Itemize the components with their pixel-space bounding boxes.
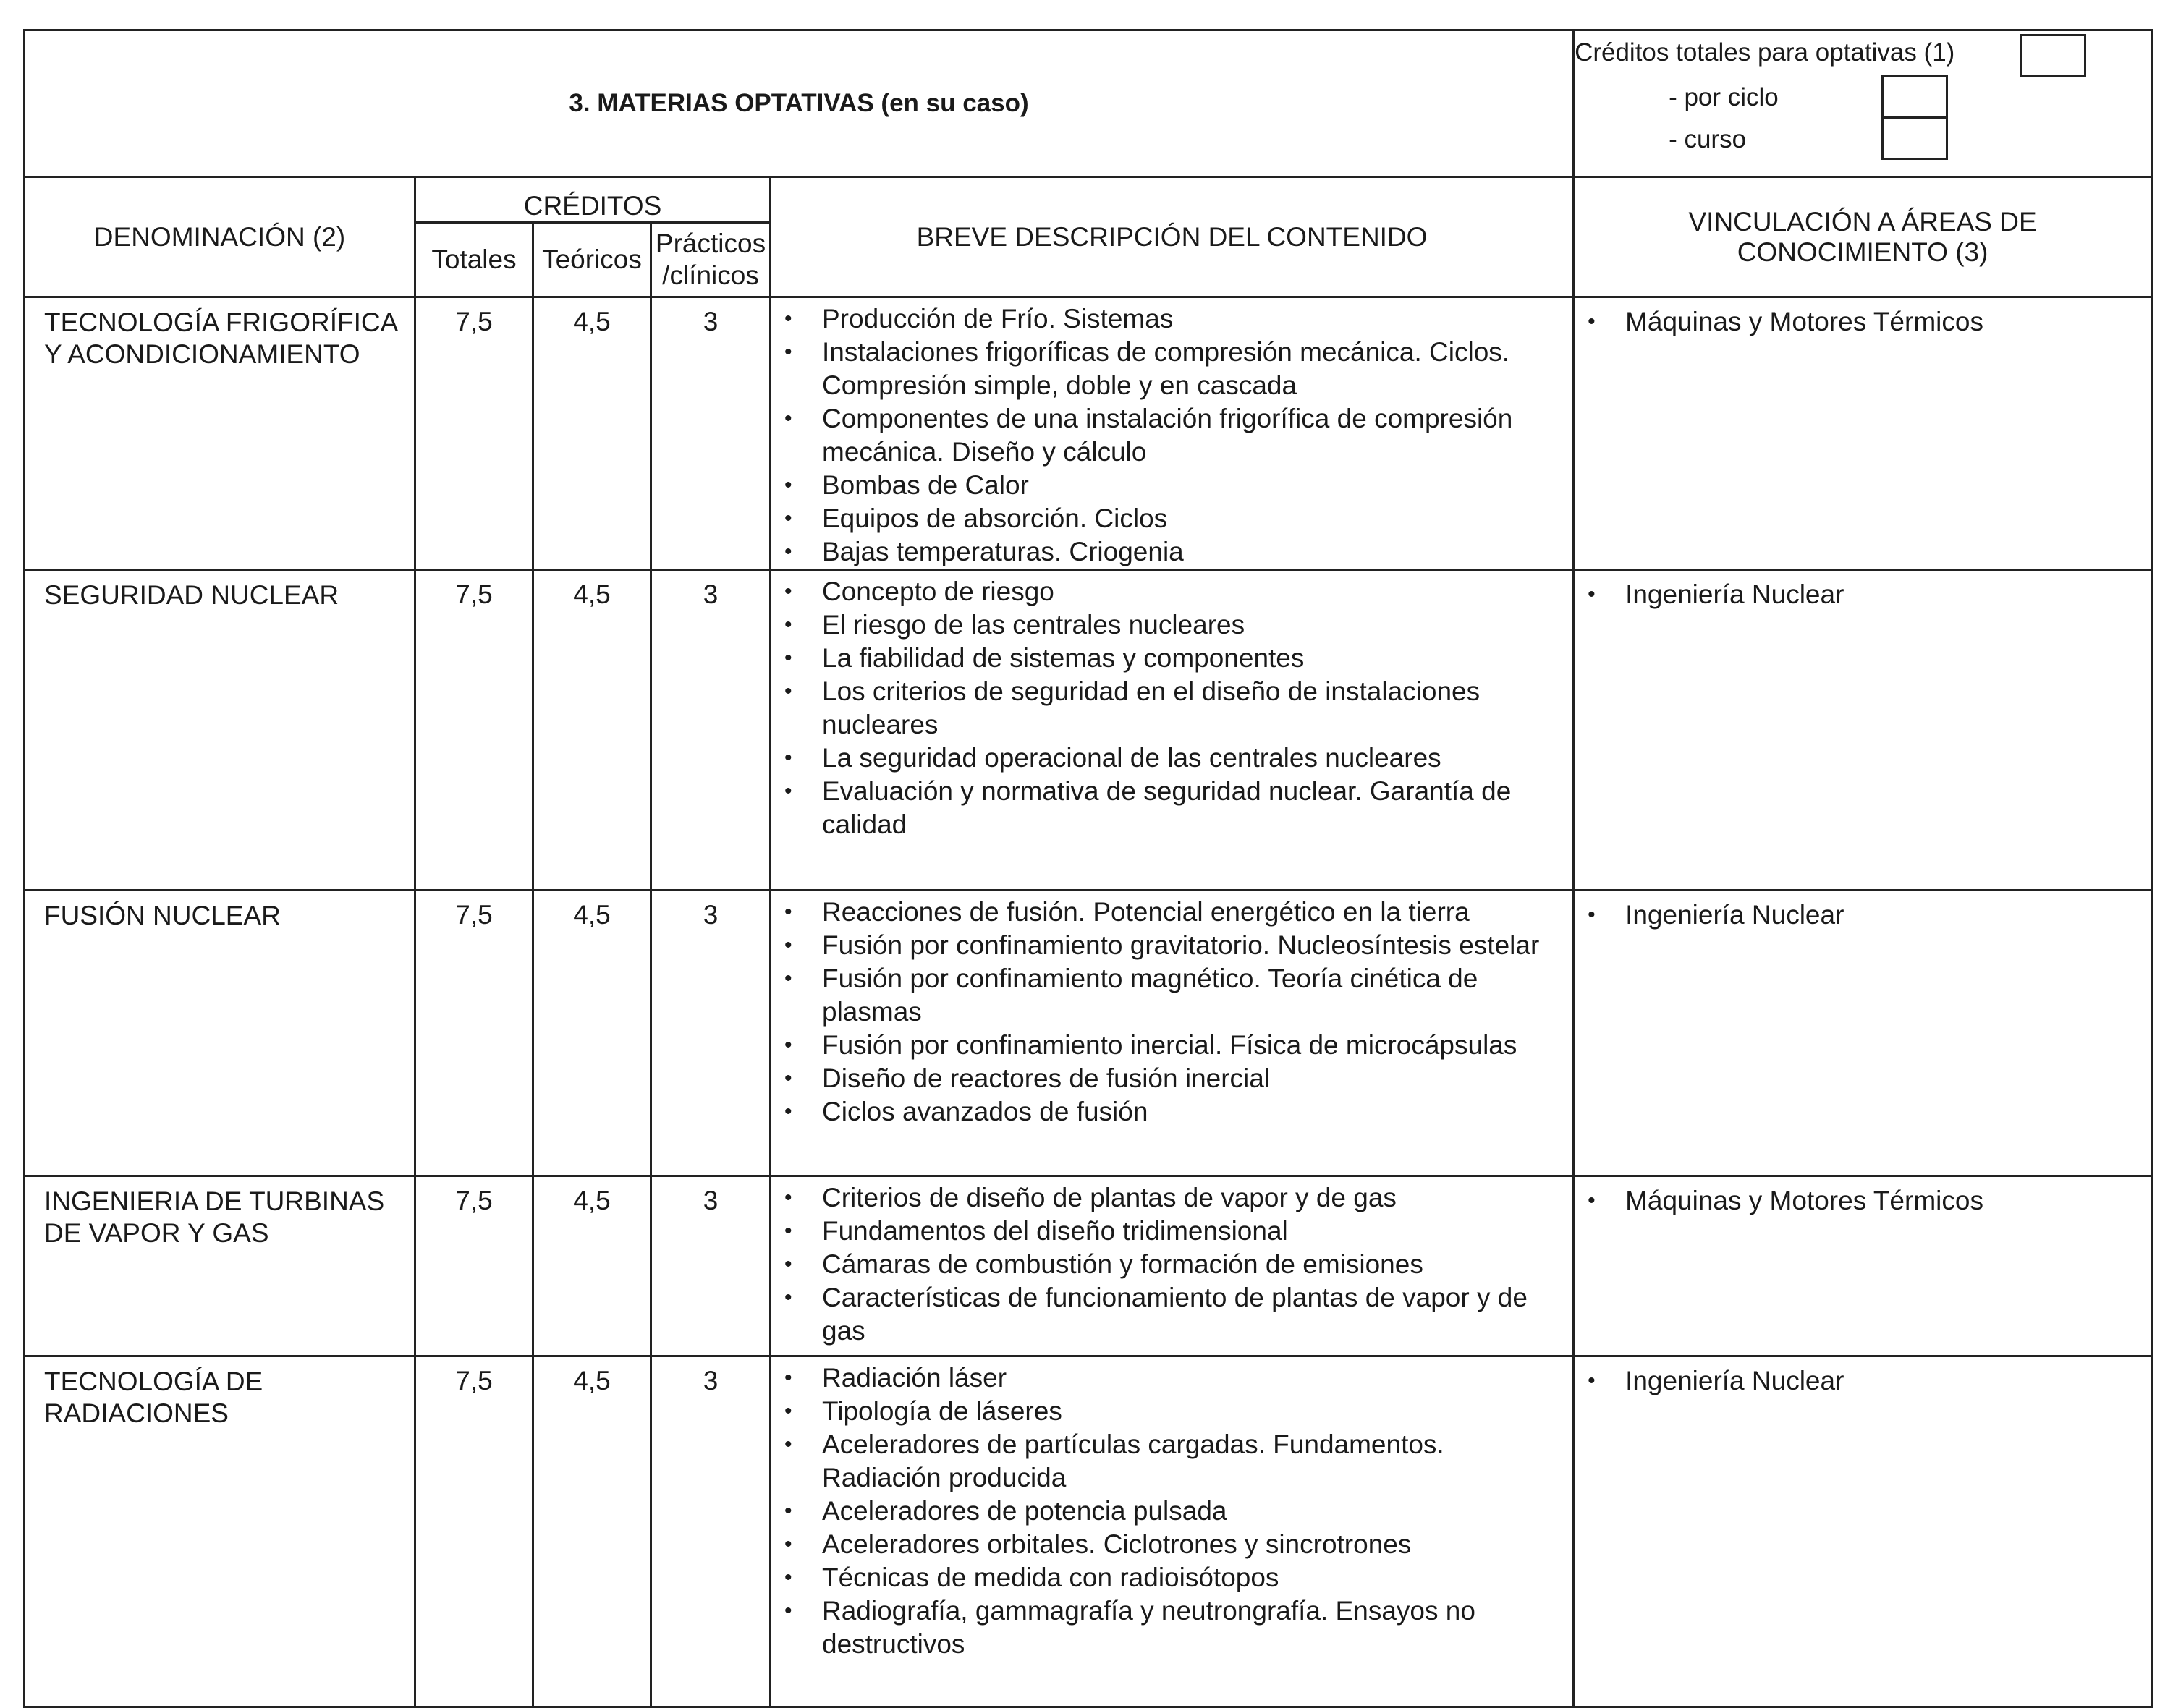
credits-theory: 4,5 [533,570,651,891]
table-row [25,297,2152,570]
list-item: • Fundamentos del diseño tridimensional [822,1215,1562,1248]
subject-name: TECNOLOGÍA FRIGORÍFICA Y ACONDICIONAMIENTO [25,297,415,570]
list-item: • La seguridad operacional de las centrales nucleares [822,742,1562,775]
credits-total: 7,5 [415,891,533,1176]
list-item: • Evaluación y normativa de seguridad nuclear. Garantía de calidad [822,775,1562,841]
content-description [771,297,1574,570]
list-item: • Fusión por confinamiento gravitatorio. Nucleosíntesis estelar [822,929,1562,962]
content-description [771,570,1574,891]
list-item: • Ingeniería Nuclear [1625,898,2143,932]
list-item: • Aceleradores de potencia pulsada [822,1495,1562,1528]
list-item: • Instalaciones frigoríficas de compresión mecánica. Ciclos. Compresión simple, doble y en cascada [822,336,1562,402]
credits-total: 7,5 [415,1176,533,1356]
totales-header: Totales [415,223,533,297]
list-item: • Componentes de una instalación frigorífica de compresión mecánica. Diseño y cálculo [822,402,1562,469]
credits-total: 7,5 [415,297,533,570]
list-item: • Producción de Frío. Sistemas [822,302,1562,336]
credits-theory: 4,5 [533,891,651,1176]
area-list [1575,898,2143,932]
subject-name: INGENIERIA DE TURBINAS DE VAPOR Y GAS [25,1176,415,1356]
total-credits-box[interactable] [2020,34,2086,77]
list-item: • La fiabilidad de sistemas y componentes [822,642,1562,675]
header-columns-row [25,177,2152,223]
content-list [771,1181,1562,1348]
creditos-header: CRÉDITOS [415,177,771,223]
area-list [1575,578,2143,611]
vinculacion-header: VINCULACIÓN A ÁREAS DE CONOCIMIENTO (3) [1574,177,2152,297]
content-list [771,1361,1562,1661]
list-item: • Ingeniería Nuclear [1625,578,2143,611]
list-item: • Fusión por confinamiento inercial. Física de microcápsulas [822,1029,1562,1062]
list-item: • Equipos de absorción. Ciclos [822,502,1562,535]
content-list [771,575,1562,841]
list-item: • Aceleradores orbitales. Ciclotrones y sincrotrones [822,1528,1562,1561]
knowledge-area [1574,570,2152,891]
list-item: • Los criterios de seguridad en el diseño de instalaciones nucleares [822,675,1562,742]
list-item: • Cámaras de combustión y formación de emisiones [822,1248,1562,1281]
list-item: • Aceleradores de partículas cargadas. Fundamentos. Radiación producida [822,1428,1562,1495]
total-credits-label: Créditos totales para optativas (1) [1575,38,1955,67]
subjects-table [23,29,2153,1708]
list-item: • Ingeniería Nuclear [1625,1364,2143,1398]
subject-name: FUSIÓN NUCLEAR [25,891,415,1176]
knowledge-area [1574,297,2152,570]
credits-practical: 3 [651,297,771,570]
subject-name: TECNOLOGÍA DE RADIACIONES [25,1356,415,1707]
subject-name: SEGURIDAD NUCLEAR [25,570,415,891]
list-item: • Características de funcionamiento de plantas de vapor y de gas [822,1281,1562,1348]
list-item: • Diseño de reactores de fusión inercial [822,1062,1562,1095]
list-item: • Tipología de láseres [822,1395,1562,1428]
practicos-header: Prácticos /clínicos [651,223,771,297]
list-item: • Radiografía, gammagrafía y neutrongrafía. Ensayos no destructivos [822,1594,1562,1661]
list-item: • Técnicas de medida con radioisótopos [822,1561,1562,1594]
list-item: • Reacciones de fusión. Potencial energético en la tierra [822,896,1562,929]
course-label: - curso [1669,125,1747,153]
per-cycle-box[interactable] [1881,75,1948,118]
header-top-row [25,30,2152,177]
credits-theory: 4,5 [533,297,651,570]
list-item: • Ciclos avanzados de fusión [822,1095,1562,1129]
total-credits-panel [1574,30,2152,177]
credits-practical: 3 [651,891,771,1176]
list-item: • Bajas temperaturas. Criogenia [822,535,1562,569]
list-item: • Concepto de riesgo [822,575,1562,608]
credits-total: 7,5 [415,570,533,891]
list-item: • Bombas de Calor [822,469,1562,502]
course-box[interactable] [1881,116,1948,160]
denominacion-header: DENOMINACIÓN (2) [25,177,415,297]
credits-theory: 4,5 [533,1176,651,1356]
list-item: • Máquinas y Motores Térmicos [1625,1184,2143,1218]
knowledge-area [1574,1356,2152,1707]
credits-theory: 4,5 [533,1356,651,1707]
area-list [1575,1184,2143,1218]
knowledge-area [1574,1176,2152,1356]
table-row [25,891,2152,1176]
descripcion-header: BREVE DESCRIPCIÓN DEL CONTENIDO [771,177,1574,297]
list-item: • Fusión por confinamiento magnético. Teoría cinética de plasmas [822,962,1562,1029]
list-item: • El riesgo de las centrales nucleares [822,608,1562,642]
table-row [25,1176,2152,1356]
content-description [771,891,1574,1176]
teoricos-header: Teóricos [533,223,651,297]
credits-practical: 3 [651,570,771,891]
content-description [771,1356,1574,1707]
optional-subjects-form [23,29,2151,1708]
knowledge-area [1574,891,2152,1176]
area-list [1575,305,2143,339]
credits-practical: 3 [651,1176,771,1356]
credits-total: 7,5 [415,1356,533,1707]
content-list [771,896,1562,1129]
section-title: 3. MATERIAS OPTATIVAS (en su caso) [25,30,1574,177]
table-row [25,570,2152,891]
content-description [771,1176,1574,1356]
area-list [1575,1364,2143,1398]
per-cycle-label: - por ciclo [1669,83,1779,111]
list-item: • Máquinas y Motores Térmicos [1625,305,2143,339]
credits-practical: 3 [651,1356,771,1707]
table-row [25,1356,2152,1707]
content-list [771,302,1562,569]
list-item: • Criterios de diseño de plantas de vapor y de gas [822,1181,1562,1215]
list-item: • Radiación láser [822,1361,1562,1395]
